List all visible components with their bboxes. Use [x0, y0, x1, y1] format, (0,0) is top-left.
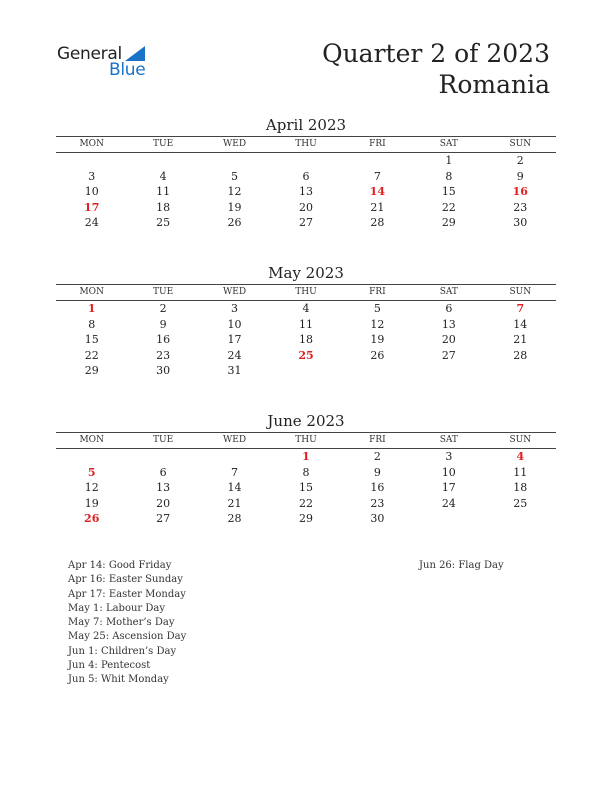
month-title: April 2023 [265, 116, 347, 134]
day-cell: 10 [441, 465, 456, 479]
day-cell: 12 [227, 185, 242, 199]
day-cell [270, 153, 341, 169]
day-cell: 30 [513, 216, 528, 230]
day-cell: 8 [302, 465, 310, 479]
day-cell: 8 [445, 169, 453, 183]
month-grid [56, 136, 556, 231]
week-row [56, 184, 556, 200]
weekday-header: SAT [413, 433, 484, 449]
day-cell: 21 [513, 333, 528, 347]
day-cell: 22 [441, 200, 456, 214]
weekday-header: THU [270, 285, 341, 301]
country-title: Romania [438, 70, 550, 99]
weekday-header: SAT [413, 137, 484, 153]
day-cell: 25 [156, 216, 171, 230]
day-cell: 16 [156, 333, 171, 347]
day-cell: 14 [369, 185, 386, 199]
day-cell: 26 [227, 216, 242, 230]
weekday-header: TUE [127, 137, 198, 153]
weekday-header: TUE [127, 433, 198, 449]
day-cell: 19 [370, 333, 385, 347]
day-cell: 27 [156, 512, 171, 526]
day-cell: 24 [441, 496, 456, 510]
weekday-header: MON [56, 285, 127, 301]
day-cell: 27 [441, 348, 456, 362]
day-cell: 30 [370, 512, 385, 526]
week-row [56, 301, 556, 317]
holiday-item: Apr 17: Easter Monday [68, 588, 186, 600]
month-title: May 2023 [268, 264, 344, 282]
day-cell: 15 [298, 481, 313, 495]
day-cell: 3 [445, 450, 453, 463]
day-cell: 9 [373, 465, 381, 479]
day-cell [199, 153, 270, 169]
day-cell: 20 [298, 200, 313, 214]
week-row [56, 332, 556, 348]
day-cell: 28 [370, 216, 385, 230]
day-cell [413, 511, 484, 527]
day-cell: 19 [227, 200, 242, 214]
day-cell: 21 [370, 200, 385, 214]
day-cell [56, 449, 127, 465]
day-cell: 3 [88, 169, 96, 183]
day-cell [270, 363, 341, 379]
day-cell: 17 [227, 333, 242, 347]
day-cell: 28 [227, 512, 242, 526]
day-cell: 8 [88, 317, 96, 331]
day-cell: 29 [84, 364, 99, 378]
day-cell: 14 [227, 481, 242, 495]
holiday-list-right [419, 559, 504, 573]
weekday-header: WED [199, 137, 270, 153]
day-cell: 25 [513, 496, 528, 510]
day-cell: 17 [441, 481, 456, 495]
holiday-list-left [68, 559, 186, 688]
week-row [56, 480, 556, 496]
day-cell: 29 [441, 216, 456, 230]
week-row [56, 200, 556, 216]
day-cell: 16 [512, 185, 528, 199]
logo-text-blue: Blue [109, 60, 146, 80]
day-cell: 28 [513, 348, 528, 362]
holiday-item: Jun 1: Children’s Day [68, 645, 177, 657]
day-cell: 25 [298, 348, 314, 362]
day-cell: 26 [370, 348, 385, 362]
day-cell: 7 [373, 169, 381, 183]
logo-triangle-icon [125, 46, 145, 61]
day-cell: 2 [159, 302, 167, 315]
day-cell [199, 449, 270, 465]
day-cell: 9 [159, 317, 167, 331]
day-cell [485, 363, 556, 379]
day-cell: 2 [373, 450, 381, 463]
day-cell: 11 [298, 317, 313, 331]
day-cell [56, 153, 127, 169]
week-row [56, 215, 556, 231]
weekday-header: SUN [485, 285, 556, 301]
day-cell: 6 [302, 169, 310, 183]
day-cell: 19 [84, 496, 99, 510]
week-row [56, 348, 556, 364]
holiday-item: Jun 26: Flag Day [419, 560, 504, 571]
day-cell: 17 [84, 200, 100, 214]
logo-text-general: General [57, 44, 122, 64]
day-cell: 13 [156, 481, 171, 495]
weekday-header: THU [270, 137, 341, 153]
day-cell: 13 [298, 185, 313, 199]
day-cell: 29 [298, 512, 313, 526]
month-calendar [56, 412, 556, 527]
holiday-item: May 1: Labour Day [68, 602, 165, 614]
day-cell [127, 153, 198, 169]
day-cell [342, 153, 413, 169]
day-cell: 12 [370, 317, 385, 331]
weekday-header: THU [270, 433, 341, 449]
day-cell: 11 [513, 465, 528, 479]
week-row [56, 511, 556, 527]
week-row [56, 449, 556, 465]
day-cell: 18 [156, 200, 171, 214]
day-cell: 15 [84, 333, 99, 347]
day-cell [342, 363, 413, 379]
day-cell: 6 [159, 465, 167, 479]
day-cell: 18 [513, 481, 528, 495]
day-cell: 22 [84, 348, 99, 362]
day-cell: 4 [516, 450, 525, 463]
month-grid [56, 432, 556, 527]
page-title [322, 38, 550, 100]
day-cell: 21 [227, 496, 242, 510]
day-cell: 7 [231, 465, 239, 479]
day-cell: 5 [87, 465, 96, 479]
weekday-header: WED [199, 433, 270, 449]
day-cell: 1 [87, 302, 96, 315]
month-title: June 2023 [267, 412, 345, 430]
week-row [56, 153, 556, 169]
day-cell: 23 [370, 496, 385, 510]
week-row [56, 363, 556, 379]
day-cell: 22 [298, 496, 313, 510]
weekday-header: FRI [342, 137, 413, 153]
generalblue-logo [57, 44, 157, 80]
holiday-item: Apr 14: Good Friday [68, 560, 172, 571]
weekday-header: MON [56, 137, 127, 153]
day-cell: 13 [441, 317, 456, 331]
day-cell [127, 449, 198, 465]
weekday-header: SUN [485, 137, 556, 153]
weekday-header: SAT [413, 285, 484, 301]
month-calendar [56, 116, 556, 231]
day-cell: 1 [445, 154, 453, 167]
holiday-item: May 25: Ascension Day [68, 631, 187, 643]
day-cell: 23 [156, 348, 171, 362]
day-cell: 15 [441, 185, 456, 199]
day-cell: 2 [516, 154, 524, 167]
holiday-item: Jun 5: Whit Monday [68, 674, 169, 686]
day-cell [485, 511, 556, 527]
day-cell: 31 [227, 364, 242, 378]
day-cell: 3 [231, 302, 239, 315]
day-cell: 4 [159, 169, 167, 183]
day-cell: 27 [298, 216, 313, 230]
weekday-header: FRI [342, 433, 413, 449]
day-cell: 9 [516, 169, 524, 183]
day-cell: 1 [302, 450, 310, 463]
day-cell: 18 [298, 333, 313, 347]
week-row [56, 169, 556, 185]
day-cell: 14 [513, 317, 528, 331]
day-cell: 30 [156, 364, 171, 378]
week-row [56, 317, 556, 333]
holiday-item: May 7: Mother’s Day [68, 617, 175, 629]
month-grid [56, 284, 556, 379]
weekday-header: WED [199, 285, 270, 301]
day-cell: 20 [156, 496, 171, 510]
day-cell: 10 [84, 185, 99, 199]
day-cell: 24 [84, 216, 99, 230]
day-cell: 4 [302, 302, 310, 315]
week-row [56, 465, 556, 481]
day-cell: 16 [370, 481, 385, 495]
day-cell [413, 363, 484, 379]
day-cell: 24 [227, 348, 242, 362]
day-cell: 5 [231, 169, 239, 183]
day-cell: 23 [513, 200, 528, 214]
holiday-item: Apr 16: Easter Sunday [68, 574, 183, 586]
day-cell: 7 [516, 302, 525, 315]
day-cell: 12 [84, 481, 99, 495]
week-row [56, 496, 556, 512]
weekday-header: FRI [342, 285, 413, 301]
weekday-header: TUE [127, 285, 198, 301]
day-cell: 26 [84, 512, 100, 526]
day-cell: 5 [373, 302, 381, 315]
holiday-item: Jun 4: Pentecost [68, 660, 151, 672]
quarter-title: Quarter 2 of 2023 [322, 39, 550, 68]
month-calendar [56, 264, 556, 379]
day-cell: 10 [227, 317, 242, 331]
day-cell: 11 [156, 185, 171, 199]
day-cell: 20 [441, 333, 456, 347]
weekday-header: SUN [485, 433, 556, 449]
weekday-header: MON [56, 433, 127, 449]
day-cell: 6 [445, 302, 453, 315]
